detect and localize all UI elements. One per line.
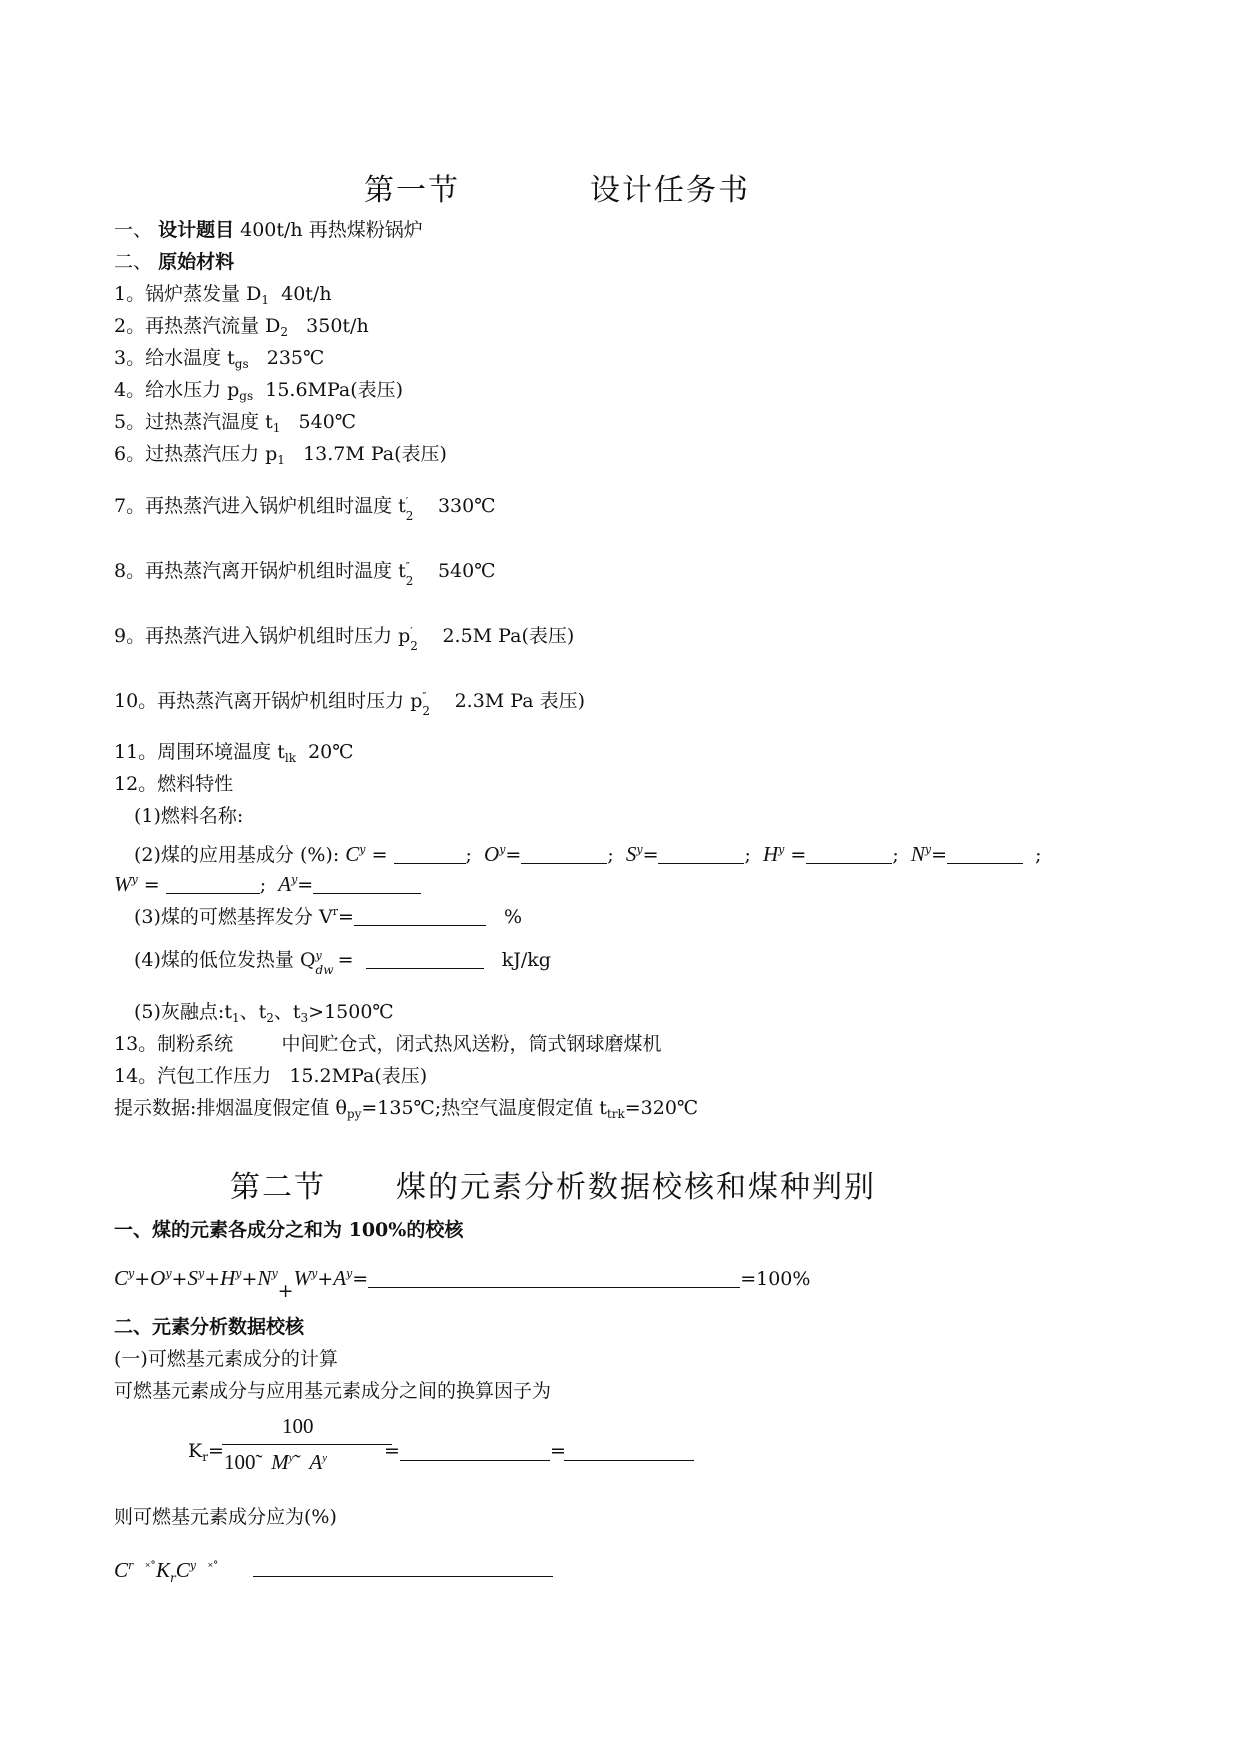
coal-composition-line-2: $W^y$ = ; $A^y=$ bbox=[114, 868, 421, 897]
materials-prefix: 二、 bbox=[114, 251, 153, 273]
hydrogen-blank[interactable] bbox=[806, 845, 892, 864]
list-item: 9。再热蒸汽进入锅炉机组时压力 p ′ 2 2.5M Pa(表压) bbox=[114, 625, 575, 653]
ash-fusion-line: (5)灰融点$:t_1$、$t_2$、$t_3>1500℃$ bbox=[134, 1001, 394, 1025]
kr-blank-1[interactable] bbox=[400, 1442, 550, 1461]
section2-title-number: 第二节 bbox=[230, 1170, 326, 1205]
then-line: 则可燃基元素成分应为(%) bbox=[114, 1506, 337, 1528]
oxygen-blank[interactable] bbox=[521, 845, 607, 864]
fuel-name-line: (1)燃料名称: bbox=[134, 805, 244, 827]
fraction-numerator: 100 bbox=[282, 1414, 314, 1438]
section1-title-number: 第一节 bbox=[364, 173, 460, 208]
materials-heading bbox=[114, 250, 234, 274]
kr-formula: $K_r=$ 100 100 $M^y$ $A^y$ = = bbox=[188, 1410, 708, 1490]
list-item: 6。过热蒸汽压力 $p_1$ 13.7M Pa(表压) bbox=[114, 443, 447, 467]
nitrogen-blank[interactable] bbox=[947, 845, 1023, 864]
hint-line: 提示数据:排烟温度假定值 $\theta_{py}=135℃$;热空气温度假定值 $t_{trk}=320℃$ bbox=[114, 1097, 699, 1121]
ash-blank[interactable] bbox=[313, 875, 421, 894]
design-topic-line bbox=[114, 218, 423, 242]
subsection-heading: (一)可燃基元素成分的计算 bbox=[114, 1348, 338, 1370]
sum-blank[interactable] bbox=[368, 1269, 740, 1288]
volatile-line: (3)煤的可燃基挥发分 $V^r=$ % bbox=[134, 905, 523, 928]
topic-label: 设计题目 bbox=[158, 219, 235, 241]
conversion-factor-description: 可燃基元素成分与应用基元素成分之间的换算因子为 bbox=[114, 1380, 552, 1402]
sulfur-blank[interactable] bbox=[658, 845, 744, 864]
list-item: 2。再热蒸汽流量 $D_2$ 350t/h bbox=[114, 315, 369, 339]
fraction-bar bbox=[222, 1444, 392, 1445]
carbon-blank[interactable] bbox=[394, 845, 466, 864]
section2-title-text: 煤的元素分析数据校核和煤种判别 bbox=[396, 1170, 876, 1205]
fraction-denominator: 100 $M^y$ $A^y$ bbox=[224, 1450, 328, 1474]
list-item: 13。制粉系统 中间贮仓式，闭式热风送粉，筒式钢球磨煤机 bbox=[114, 1033, 662, 1055]
sum-check-equation: $C^y+O^y+S^y+H^y+N^y+W^y+A^y= =100\%$ bbox=[114, 1266, 811, 1302]
list-item: 8。再热蒸汽离开锅炉机组时温度 t ″ 2 540℃ bbox=[114, 560, 496, 588]
carbon-combustible-blank[interactable] bbox=[253, 1558, 553, 1577]
list-item: 10。再热蒸汽离开锅炉机组时压力 p ″ 2 2.3M Pa 表压) bbox=[114, 690, 585, 718]
list-item: 11。周围环境温度 $t_{lk}$ 20℃ bbox=[114, 741, 354, 765]
section2-heading-1: 一、煤的元素各成分之和为 100%的校核 bbox=[114, 1219, 464, 1241]
coal-composition-line: (2)煤的应用基成分 (%): $C^y$ = ; $O^y=$ ; $S^y=$ ; $H^y$ = ; $N^y=$ ; bbox=[134, 842, 1042, 866]
heating-value-line: (4)煤的低位发热量 Q y dw = kJ/kg bbox=[134, 949, 551, 977]
list-item: 14。汽包工作压力 15.2MPa(表压) bbox=[114, 1065, 428, 1087]
list-item: 3。给水温度 $t_{gs}$ 235℃ bbox=[114, 347, 325, 371]
moisture-blank[interactable] bbox=[166, 875, 260, 894]
materials-label: 原始材料 bbox=[158, 251, 235, 273]
list-item: 7。再热蒸汽进入锅炉机组时温度 t ′ 2 330℃ bbox=[114, 495, 496, 523]
heating-value-blank[interactable] bbox=[366, 950, 484, 969]
topic-prefix: 一、 bbox=[114, 219, 153, 241]
carbon-combustible-formula: $C^r$ $^{˟˚}K_rC^y$ ˟˚ bbox=[114, 1558, 219, 1585]
list-item: 12。燃料特性 bbox=[114, 773, 234, 795]
list-item: 5。过热蒸汽温度 $t_1$ 540℃ bbox=[114, 411, 357, 435]
topic-value: 400t/h 再热煤粉锅炉 bbox=[240, 219, 423, 241]
list-item: 1。锅炉蒸发量 $D_1$ 40t/h bbox=[114, 283, 332, 307]
section1-title-text: 设计任务书 bbox=[590, 173, 750, 208]
section2-heading-2: 二、元素分析数据校核 bbox=[114, 1316, 305, 1338]
volatile-blank[interactable] bbox=[354, 907, 486, 926]
kr-blank-2[interactable] bbox=[564, 1442, 694, 1461]
list-item: 4。给水压力 $p_{gs}$ 15.6MPa(表压) bbox=[114, 379, 404, 403]
